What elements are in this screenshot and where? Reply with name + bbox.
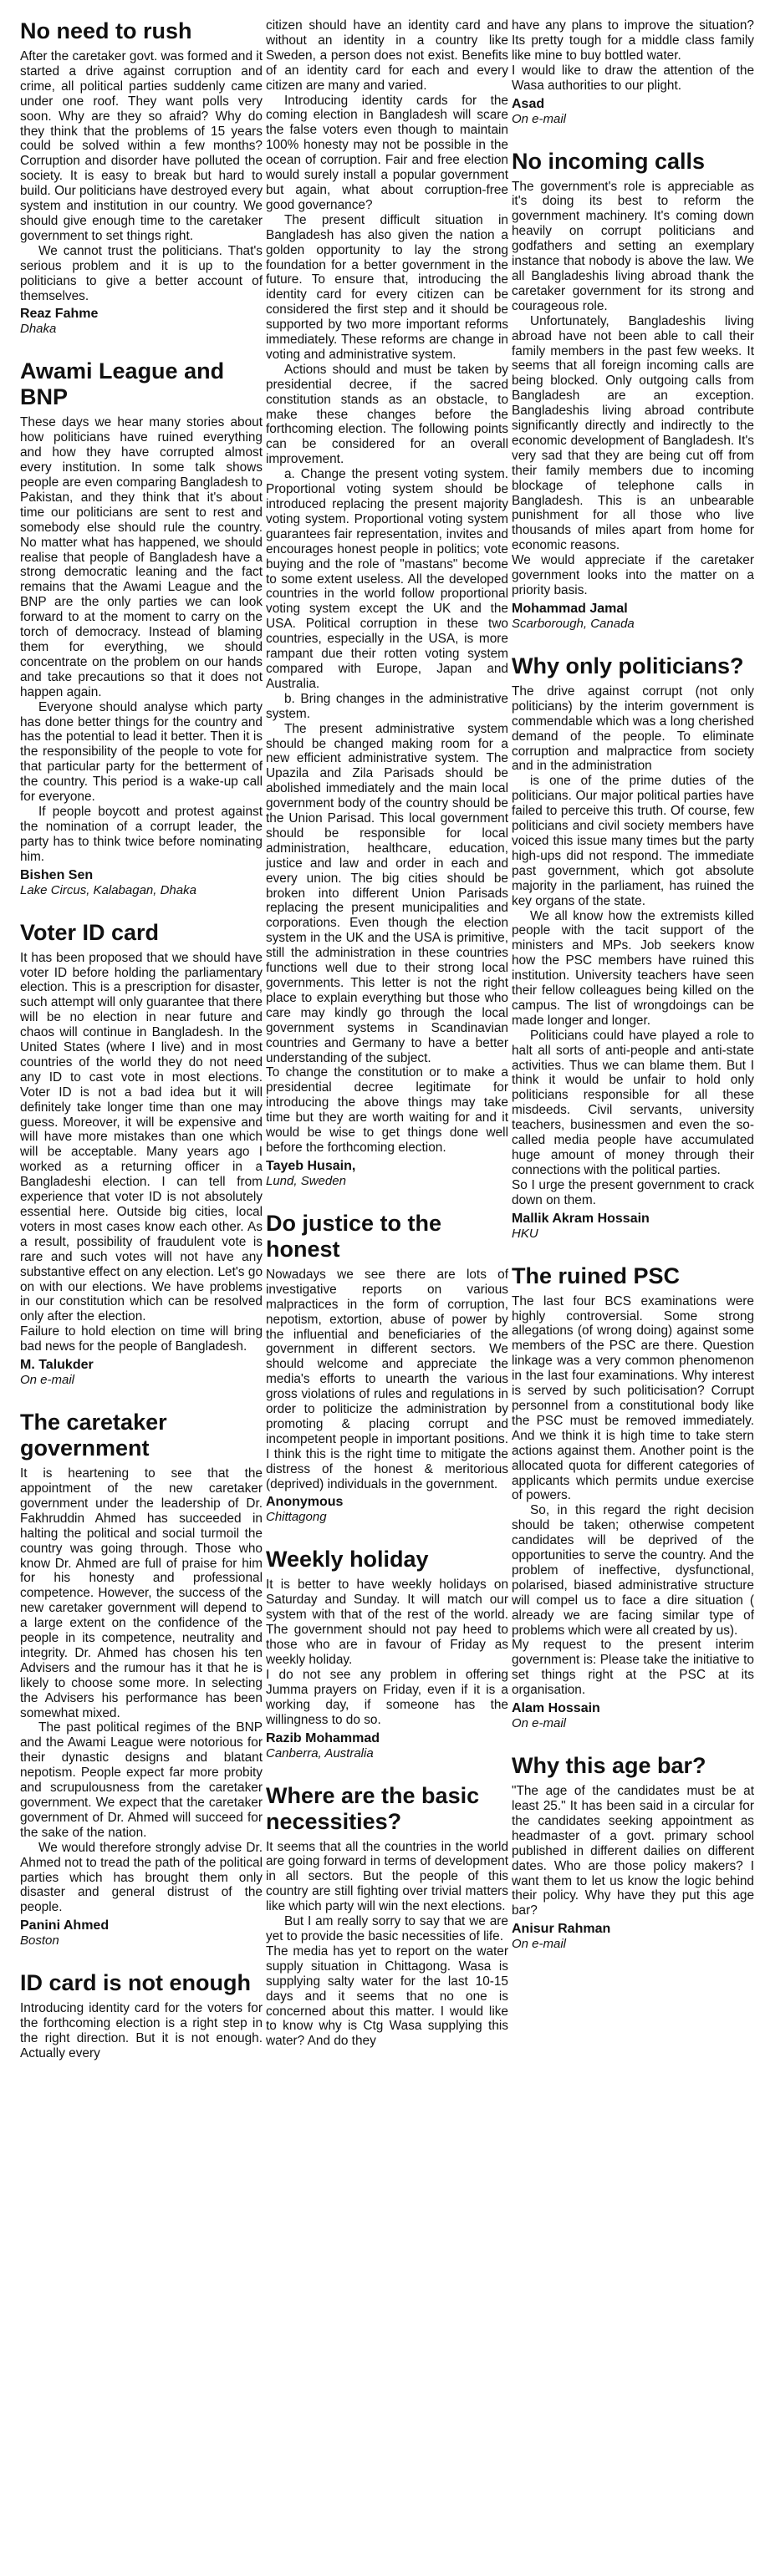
- letter-author: Asad: [512, 96, 545, 111]
- letter-paragraph: My request to the present interim government is: Please take the initiative to set things right at the PSC at its organisation.: [512, 1638, 754, 1698]
- letter-location: Canberra, Australia: [266, 1745, 374, 1761]
- letter-body: [512, 1294, 754, 1698]
- letter-paragraph: It is heartening to see that the appointment of the new caretaker government under the leadership of Dr. Fakhruddin Ahmed has succeeded in halting the political and social turmoil the country was going through. Those who know Dr. Ahmed are full of praise for him for his honesty and professional competence. However, the success of the new caretaker government will depend to a large extent on the confidence of the people in its competence, neutrality and integrity. Dr. Ahmed has chosen his ten Advisers and the rumour has it that he is likely to choose some more. In selecting the Advisers his performance has been somewhat mixed.: [20, 1466, 263, 1720]
- letter-paragraph: We cannot trust the politicians. That's serious problem and it is up to the politicians to give a better account of themselves.: [20, 243, 263, 303]
- letter-headline: The ruined PSC: [512, 1263, 681, 1288]
- letter-author: Mallik Akram Hossain: [512, 1211, 650, 1226]
- letter-location: Dhaka: [20, 322, 57, 337]
- letter-paragraph: Actions should and must be taken by presidential decree, if the sacred constitution stands as an obstacle, to make these changes before the forthcoming election. The following points can be considered for an overall improvement.: [266, 362, 508, 467]
- letter-author: Razib Mohammad: [266, 1730, 380, 1745]
- letter-body: [512, 18, 754, 94]
- letter: [512, 1263, 754, 1731]
- letter-body: [20, 2001, 263, 2061]
- letter-paragraph: Failure to hold election on time will bring bad news for the people of Bangladesh.: [20, 1324, 263, 1354]
- letter-headline: Why only politicians?: [512, 653, 744, 678]
- letter-paragraph: Introducing identity cards for the coming election in Bangladesh will scare the false voters even though to maintain 100% honesty may not be possible in the ocean of corruption. Fair and free election would surely install a popular government but again, what about corruption-free good governance?: [266, 93, 508, 212]
- letter-location: On e-mail: [512, 111, 567, 126]
- letter-body: [512, 180, 754, 598]
- letter-author: Mohammad Jamal: [512, 601, 628, 616]
- column-2: [266, 18, 508, 2070]
- letter-paragraph: I do not see any problem in offering Jumma prayers on Friday, even if it is a working day, if someone has the willingness to do so.: [266, 1667, 508, 1727]
- letter-paragraph: It has been proposed that we should have voter ID before holding the parliamentary election. This is a prescription for disaster, such attempt will only guarantee that there will be no election in near future and chaos will continue in Bangladesh. In the United States (where I live) and in most countries of the world they do not need any ID to cast vote in most elections. Voter ID is not a bad idea but it will definitely take longer time than one may guess. Moreover, it will be expensive and will have more mistakes than one which will be acceptable. Many years ago I worked as a returning officer in a Bangladeshi election. I can tell from experience that voter ID is not absolutely essential here. Outside big cities, local voters in most cases know each other. As a result, possibility of fraudulent vote is rare and such votes will not have any substantive effect on any election. Let's go on with our elections. We have problems in our constitution which can be resolved only after the election.: [20, 950, 263, 1324]
- letter-body: [20, 415, 263, 864]
- letter: [20, 920, 263, 1388]
- letter-headline: Where are the basic necessities?: [266, 1782, 480, 1834]
- letter-headline: ID card is not enough: [20, 1970, 252, 1996]
- letter-paragraph: We all know how the extremists killed people with the tacit support of the ministers and MPs. Job seekers know how the PSC members have ruined this institution. University teachers have seen their fellow colleagues being killed on the campus. The list of wrongdoings can be made longer and longer.: [512, 908, 754, 1028]
- letter-paragraph: We would therefore strongly advise Dr. Ahmed not to tread the path of the political parties which has brought them only disaster and general distrust of the people.: [20, 1840, 263, 1915]
- letter-location: Boston: [20, 1933, 59, 1949]
- letter-paragraph: But I am really sorry to say that we are yet to provide the basic necessities of life.: [266, 1914, 508, 1943]
- letter-headline: No need to rush: [20, 18, 192, 43]
- letter-location: On e-mail: [512, 1716, 567, 1731]
- letter-paragraph: The past political regimes of the BNP and the Awami League were notorious for their dynastic designs and blatant nepotism. People expect far more probity and scrupulousness from the caretaker government. We expect that the caretaker government of Dr. Ahmed will succeed for the sake of the nation.: [20, 1720, 263, 1840]
- letter-paragraph: These days we hear many stories about how politicians have ruined everything and how they have corrupted almost every institution. In some talk shows people are even comparing Bangladesh to Pakistan, and they think that it's about time our politicians are sent to rest and somebody else should rule the country. No matter what has happened, we should realise that people of Bangladesh have a strong democratic leaning and the fact remains that the Awami League and the BNP are the only parties we can look forward to at the moment to carry on the torch of democracy. Instead of blaming them for everything, we should concentrate on the problem on our hands and take precautions so that it does not happen again.: [20, 415, 263, 699]
- letter: [266, 1783, 508, 2050]
- letter: [266, 18, 508, 1189]
- letter-paragraph: If people boycott and protest against the nomination of a corrupt leader, the party has to think twice before nominating him.: [20, 804, 263, 864]
- letter-paragraph: The government's role is appreciable as it's doing its best to reform the government machinery. It's coming down heavily on corrupt politicians and godfathers and setting an exemplary instance that nobody is above the law. We all Bangladeshis living abroad thank the caretaker government for its strong and courageous role.: [512, 179, 754, 313]
- column-1: [20, 18, 263, 2083]
- letter-paragraph: The drive against corrupt (not only politicians) by the interim government is commendable which was a long cherished demand of the people. To eliminate corruption and malpractice from society and in the administration: [512, 683, 754, 774]
- letter: [20, 18, 263, 337]
- letter: [512, 1753, 754, 1952]
- letter-body: [266, 1840, 508, 2050]
- column-3: [512, 18, 754, 1974]
- letter-body: [512, 684, 754, 1208]
- letter-author: Anonymous: [266, 1495, 344, 1510]
- letter-headline: The caretaker government: [20, 1410, 167, 1461]
- letter-headline: Awami League and BNP: [20, 358, 225, 410]
- letter-paragraph: So, in this regard the right decision should be taken; otherwise competent candidates will be deprived of the opportunities to serve the country. And the problem of ineffective, dysfunctional, polarised, biased administrative structure will compel us to face a dire situation ( already we are facing similar type of problems which were all created by us).: [512, 1503, 754, 1638]
- letter-paragraph: To change the constitution or to make a presidential decree legitimate for introducing the above things may take time but they are worth waiting for and it would be wise to get things done well before the forthcoming election.: [266, 1065, 508, 1155]
- letter-paragraph: Introducing identity card for the voters for the forthcoming election is a right step in the right direction. But it is not enough. Actually every: [20, 2001, 263, 2060]
- letter-author: Alam Hossain: [512, 1701, 600, 1716]
- letter-author: Tayeb Husain,: [266, 1158, 356, 1173]
- letter-paragraph: b. Bring changes in the administrative system.: [266, 691, 508, 721]
- letter-author: Anisur Rahman: [512, 1922, 611, 1937]
- letter-paragraph: Everyone should analyse which party has done better things for the country and has the potential to lead it better. Then it is the responsibility of the people to vote for that particular party for the betterment of the country. This period is a wake-up call for everyone.: [20, 699, 263, 805]
- letter-body: [20, 1466, 263, 1915]
- letter: [20, 358, 263, 897]
- letter-paragraph: "The age of the candidates must be at least 25." It has been said in a circular for the candidates seeking appointment as headmaster of a govt. primary school published in different dailies on different dates. Who are those policy makers? I want them to let us know the logic behind their policy. Why have they put this age bar?: [512, 1784, 754, 1918]
- letter-paragraph: So I urge the present government to crack down on them.: [512, 1177, 754, 1207]
- letter-paragraph: The last four BCS examinations were highly controversial. Some strong allegations (of wrong doing) against some members of the PSC are there. Question linkage was a very common phenomenon in the last four examinations. Why interest is served by such politicisation? Corrupt personnel from a constitutional body like the PSC must be removed immediately. And we think it is high time to take stern actions against them. Another point is the allocated quota for different categories of applicants which permits undue exercise of powers.: [512, 1293, 754, 1503]
- letter-location: Chittagong: [266, 1510, 327, 1525]
- letter-body: [266, 1578, 508, 1727]
- letter-location: HKU: [512, 1226, 538, 1241]
- letter-body: [20, 49, 263, 303]
- letter-paragraph: The present difficult situation in Bangladesh has also given the nation a golden opportunity to lay the strong foundation for a better government in the future. To ensure that, introducing the identity card for every citizen can be considered the first step and it should be supported by two more important reforms immediately. These reforms are change in voting and administrative system.: [266, 212, 508, 362]
- letter-location: Scarborough, Canada: [512, 616, 635, 631]
- letter-headline: Voter ID card: [20, 919, 160, 945]
- letter: [20, 1410, 263, 1949]
- letter-headline: Why this age bar?: [512, 1753, 706, 1779]
- letter-paragraph: It is better to have weekly holidays on Saturday and Sunday. It will match our system with that of the rest of the world. The government should not pay heed to those who are in favour of Friday as weekly holiday.: [266, 1578, 508, 1667]
- letter-location: On e-mail: [20, 1373, 75, 1388]
- letter-body: [20, 951, 263, 1354]
- letter-paragraph: The present administrative system should be changed making room for a new efficient administrative system. The Upazila and Zila Parisads should be abolished immediately and the main local government body of the country should be the Union Parisad. This local government should be responsible for local administration, healthcare, education, justice and law and order in each and every union. The big cities should be broken into different Union Parisads replacing the present municipalities and corporations. Even though the election system in the UK and the USA is primitive, still the administration in these countries functions well due to their strong local governments. This letter is not the right place to explain everything but those who care may kindly go through the local government systems in Scandinavian countries and Germany to have a better understanding of the subject.: [266, 721, 508, 1065]
- letter-headline: No incoming calls: [512, 148, 706, 174]
- letter-paragraph: is one of the prime duties of the politicians. Our major political parties have failed to perceive this truth. Of course, few politicians and civil society members have voiced this issue many times but the party high-ups did not respond. The immediate past government, which got absolute majority in the parliament, has ruined the key organs of the state.: [512, 774, 754, 908]
- letter: [512, 18, 754, 127]
- letter-body: [512, 1784, 754, 1918]
- letter-paragraph: The media has yet to report on the water supply situation in Chittagong. Wasa is supplying salty water for the last 10-15 days and it seems that no one is concerned about this matter. I would like to know why is Ctg Wasa supplying this water? And do they: [266, 1943, 508, 2049]
- letter-paragraph: Politicians could have played a role to halt all sorts of anti-people and anti-state activities. Thus we can blame them. But I think it would be unfair to hold only politicians responsible for all these misdeeds. Civil servants, university teachers, businessmen and even the so-called media people have accumulated huge amount of money through their connections with the political parties.: [512, 1028, 754, 1177]
- letter-paragraph: Nowadays we see there are lots of investigative reports on various malpractices in the form of corruption, nepotism, extortion, abuse of power by the influential and beneficiaries of the government in different sectors. We should welcome and appreciate the media's efforts to unearth the various gross violations of rules and regulations in order to politicize the administration by promoting & placing corrupt and incompetent people in important positions. I think this is the right time to mitigate the distress of the honest & meritorious (deprived) individuals in the government.: [266, 1267, 508, 1491]
- letter-headline: Weekly holiday: [266, 1547, 429, 1573]
- letter-author: Panini Ahmed: [20, 1918, 110, 1933]
- letter-paragraph: It seems that all the countries in the world are going forward in terms of development in all sectors. But the people of this country are still fighting over trivial matters like which party will win the next elections.: [266, 1839, 508, 1914]
- letter-author: M. Talukder: [20, 1358, 94, 1373]
- letter-body: [266, 18, 508, 1156]
- letter-location: Lake Circus, Kalabagan, Dhaka: [20, 882, 196, 897]
- letter: [512, 653, 754, 1242]
- letter-paragraph: have any plans to improve the situation? Its pretty tough for a middle class family like mine to buy bottled water.: [512, 18, 754, 63]
- letter: [266, 1547, 508, 1761]
- letter: [512, 149, 754, 632]
- letter: [266, 1211, 508, 1526]
- letter-author: Reaz Fahme: [20, 307, 99, 322]
- letter-location: Lund, Sweden: [266, 1173, 346, 1188]
- letter-paragraph: Unfortunately, Bangladeshis living abroad have not been able to call their family members in the past few weeks. It seems that all foreign incoming calls are being blocked. Only outgoing calls from Bangladesh are an exception. Bangladeshis living abroad contribute significantly directly and indirectly to the economic development of Bangladesh. It's very sad that they are being cut off from their family members due to incoming blockage of telephone calls in Bangladesh. This is an unbearable punishment for all those who live thousands of miles apart from home for economic reasons.: [512, 313, 754, 553]
- letter-paragraph: We would appreciate if the caretaker government looks into the matter on a priority basis.: [512, 553, 754, 597]
- letter-author: Bishen Sen: [20, 867, 94, 882]
- letter-paragraph: I would like to draw the attention of the Wasa authorities to our plight.: [512, 63, 754, 93]
- letter-paragraph: After the caretaker govt. was formed and it started a drive against corruption and crime, all political parties suddenly came under one roof. They want polls very soon. Why are they so afraid? Why do they think that the problems of 15 years could be solved within a few months? Corruption and disorder have polluted the society. It is easy to break but hard to build. Our politicians have destroyed every system and institution in our country. We should give enough time to the caretaker government to set things right.: [20, 49, 263, 243]
- letter-headline: Do justice to the honest: [266, 1210, 442, 1262]
- letter-paragraph: a. Change the present voting system. Proportional voting system should be introduced replacing the present majority voting system. Proportional voting system guarantees fair representation, invites and encourages honest people in politics; vote buying and the role of "mastans" become to some extent useless. All the developed countries in the world follow proportional voting system except the UK and the USA. Political corruption in these two countries, especially in the USA, is more rampant due their rotten voting system compared with Europe, Japan and Australia.: [266, 467, 508, 691]
- letter-location: On e-mail: [512, 1937, 567, 1952]
- letter: [20, 1970, 263, 2061]
- letter-body: [266, 1268, 508, 1492]
- letter-paragraph: citizen should have an identity card and without an identity in a country like Sweden, a person does not exist. Benefits of an identity card for each and every citizen are many and varied.: [266, 18, 508, 93]
